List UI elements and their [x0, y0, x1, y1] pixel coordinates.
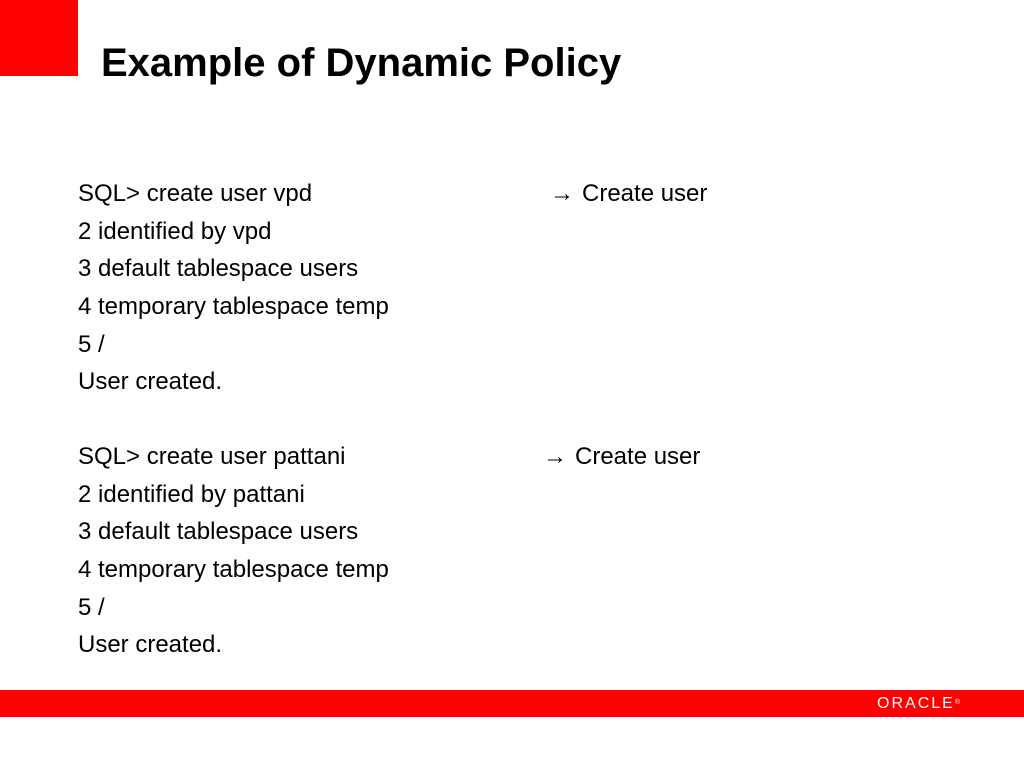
sql-line: 4 temporary tablespace temp [78, 293, 389, 321]
sql-block-2 [78, 438, 701, 664]
sql-line: 5 / [78, 593, 105, 621]
right-arrow-icon: → [550, 180, 574, 207]
sql-result-line: User created. [78, 368, 223, 396]
step-note [550, 175, 707, 213]
step-note [543, 438, 700, 476]
registered-mark: ® [954, 699, 960, 706]
sql-line-text: SQL> create user vpd [78, 180, 313, 207]
sql-block-1 [78, 175, 708, 401]
oracle-logo [877, 694, 960, 714]
footer-bar [0, 690, 1024, 717]
sql-line [78, 438, 701, 476]
sql-line: 3 default tablespace users [78, 255, 359, 283]
sql-line: 5 / [78, 330, 105, 358]
step-note-text: Create user [582, 180, 708, 207]
sql-result-line: User created. [78, 631, 223, 659]
slide-title: Example of Dynamic Policy [101, 41, 622, 85]
oracle-logo-text: ORACLE [877, 695, 955, 712]
sql-line [78, 175, 708, 213]
right-arrow-icon: → [543, 443, 567, 470]
sql-line: 2 identified by pattani [78, 480, 305, 508]
sql-line: 4 temporary tablespace temp [78, 556, 389, 584]
step-note-text: Create user [575, 443, 701, 470]
sql-line-text: SQL> create user pattani [78, 443, 346, 470]
sql-line: 3 default tablespace users [78, 518, 359, 546]
corner-accent-square [0, 0, 78, 76]
sql-line: 2 identified by vpd [78, 217, 272, 245]
